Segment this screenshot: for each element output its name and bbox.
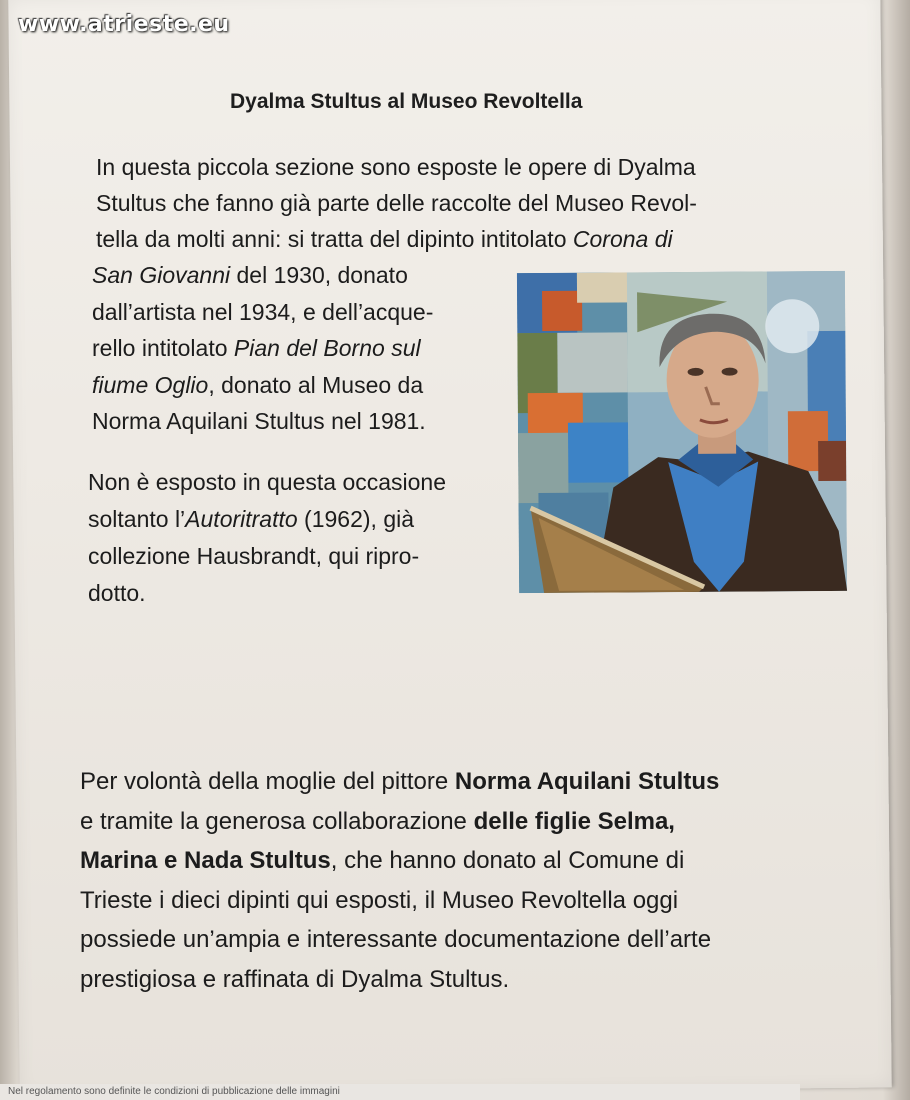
- usage-notice: Nel regolamento sono definite le condizioni di pubblicazione delle immagini: [0, 1084, 800, 1100]
- text-line: Non è esposto in questa occasione: [88, 469, 447, 495]
- placard-title: Dyalma Stultus al Museo Revoltella: [230, 90, 583, 113]
- text-line: [92, 257, 433, 294]
- donor-names: delle figlie Selma,: [473, 807, 675, 835]
- donor-name: Norma Aquilani Stultus: [454, 768, 720, 795]
- donor-names: Marina e Nada Stultus: [80, 847, 331, 874]
- text-line: [88, 501, 446, 538]
- artwork-title: San Giovanni: [92, 262, 231, 288]
- site-watermark: www.atrieste.eu: [18, 12, 230, 37]
- text-line: [92, 330, 433, 367]
- text-line: [80, 841, 719, 881]
- text-run: del 1930, donato: [230, 262, 408, 288]
- text-line: prestigiosa e raffinata di Dyalma Stultus.: [80, 965, 510, 993]
- artwork-title: Autoritratto: [185, 506, 298, 532]
- text-run: e tramite la generosa collaborazione: [80, 807, 474, 835]
- text-line: [80, 762, 719, 802]
- paragraph-donation: [80, 762, 719, 999]
- artwork-title: Corona di: [572, 226, 673, 252]
- text-line: dotto.: [88, 580, 146, 606]
- paragraph-intro-continued: [92, 257, 433, 440]
- text-line: [92, 367, 433, 404]
- text-line: Trieste i dieci dipinti qui esposti, il Museo Revoltella oggi: [80, 886, 679, 914]
- paragraph-intro: [96, 149, 697, 257]
- text-run: , donato al Museo da: [208, 371, 424, 398]
- text-line: collezione Hausbrandt, qui ripro-: [88, 543, 420, 569]
- text-line: [96, 221, 697, 257]
- paragraph-self-portrait: [88, 464, 446, 612]
- artwork-title: fiume Oglio: [92, 371, 209, 398]
- text-run: , che hanno donato al Comune di: [330, 847, 685, 874]
- text-line: Stultus che fanno già parte delle raccolte del Museo Revol-: [96, 190, 697, 216]
- text-line: Norma Aquilani Stultus nel 1981.: [92, 408, 426, 434]
- text-run: tella da molti anni: si tratta del dipinto intitolato: [96, 226, 573, 252]
- text-line: dall’artista nel 1934, e dell’acque-: [92, 298, 434, 325]
- self-portrait-image: [517, 271, 847, 593]
- text-line: [80, 802, 719, 842]
- text-run: soltanto l’: [88, 506, 186, 532]
- artwork-title: Pian del Borno sul: [233, 335, 421, 361]
- text-run: (1962), già: [297, 506, 415, 532]
- text-run: Per volontà della moglie del pittore: [80, 768, 455, 795]
- text-line: In questa piccola sezione sono esposte le opere di Dyalma: [96, 154, 696, 180]
- text-run: rello intitolato: [92, 335, 234, 361]
- text-line: possiede un’ampia e interessante documentazione dell’arte: [80, 926, 712, 953]
